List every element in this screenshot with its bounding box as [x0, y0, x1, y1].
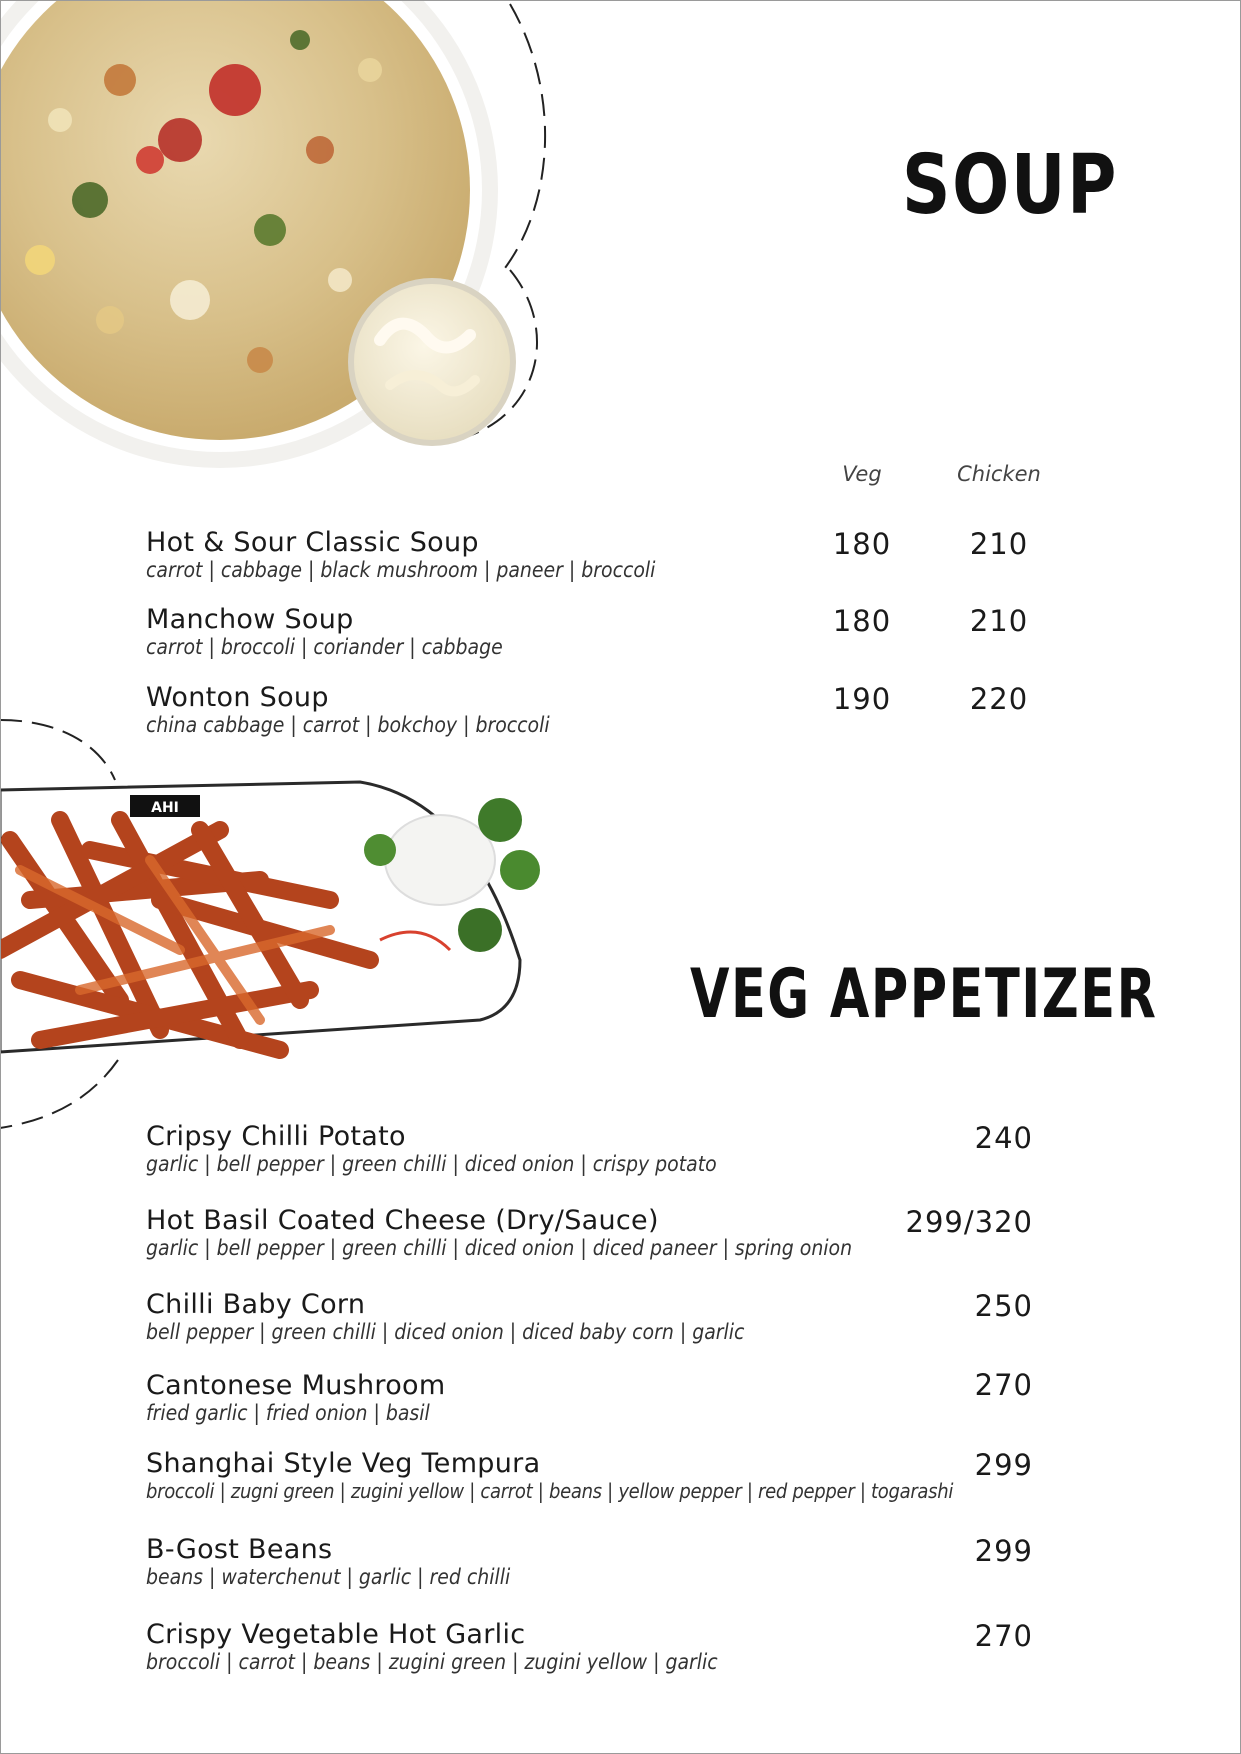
menu-item	[146, 1449, 953, 1504]
item-description: garlic | bell pepper | green chilli | diced onion | diced paneer | spring onion	[146, 1236, 853, 1260]
veg-price: 180	[832, 527, 892, 561]
item-description: carrot | broccoli | coriander | cabbage	[146, 635, 503, 659]
item-price: 299	[974, 1448, 1033, 1482]
menu-item	[146, 1371, 445, 1426]
menu-item	[146, 605, 503, 660]
item-name: Shanghai Style Veg Tempura	[146, 1448, 541, 1479]
item-price: 270	[974, 1619, 1033, 1653]
veg-appetizer-section-title: VEG APPETIZER	[690, 955, 1158, 1034]
item-price: 299	[974, 1534, 1033, 1568]
item-name: Hot Basil Coated Cheese (Dry/Sauce)	[146, 1205, 659, 1236]
item-price: 240	[974, 1121, 1033, 1155]
item-name: Chilli Baby Corn	[146, 1289, 366, 1320]
menu-item	[146, 1122, 717, 1177]
item-name: Hot & Sour Classic Soup	[146, 527, 479, 558]
item-price: 250	[974, 1289, 1033, 1323]
menu-item	[146, 528, 655, 583]
chicken-price: 210	[969, 527, 1029, 561]
item-price: 270	[974, 1368, 1033, 1402]
soup-section-title: SOUP	[902, 138, 1119, 233]
item-description: carrot | cabbage | black mushroom | paneer | broccoli	[146, 558, 656, 582]
veg-price: 180	[832, 604, 892, 638]
menu-item	[146, 1290, 744, 1345]
chicken-column-header: Chicken	[957, 462, 1041, 486]
veg-column-header: Veg	[842, 462, 882, 486]
veg-price: 190	[832, 682, 892, 716]
item-description: garlic | bell pepper | green chilli | diced onion | crispy potato	[146, 1152, 717, 1176]
plate-logo-text: AHI	[151, 800, 179, 816]
soup-bowl-image	[0, 0, 516, 468]
item-description: beans | waterchenut | garlic | red chilli	[146, 1565, 511, 1589]
item-name: Wonton Soup	[146, 682, 329, 713]
menu-item	[146, 683, 550, 738]
item-price: 299/320	[905, 1205, 1033, 1239]
item-name: Manchow Soup	[146, 604, 354, 635]
chicken-price: 220	[969, 682, 1029, 716]
item-description: bell pepper | green chilli | diced onion | diced baby corn | garlic	[146, 1320, 745, 1344]
item-description: china cabbage | carrot | bokchoy | broccoli	[146, 713, 550, 737]
item-description: fried garlic | fried onion | basil	[146, 1401, 430, 1425]
chicken-price: 210	[969, 604, 1029, 638]
item-name: Cripsy Chilli Potato	[146, 1121, 406, 1152]
item-name: Cantonese Mushroom	[146, 1370, 446, 1401]
menu-item	[146, 1535, 510, 1590]
menu-item	[146, 1620, 718, 1675]
item-name: B-Gost Beans	[146, 1534, 333, 1565]
item-description: broccoli | zugni green | zugini yellow | carrot | beans | yellow pepper | red pepper | togarashi	[146, 1479, 954, 1503]
menu-item	[146, 1206, 852, 1261]
item-name: Crispy Vegetable Hot Garlic	[146, 1619, 526, 1650]
item-description: broccoli | carrot | beans | zugini green | zugini yellow | garlic	[146, 1650, 718, 1674]
appetizer-plate-image	[0, 782, 540, 1052]
